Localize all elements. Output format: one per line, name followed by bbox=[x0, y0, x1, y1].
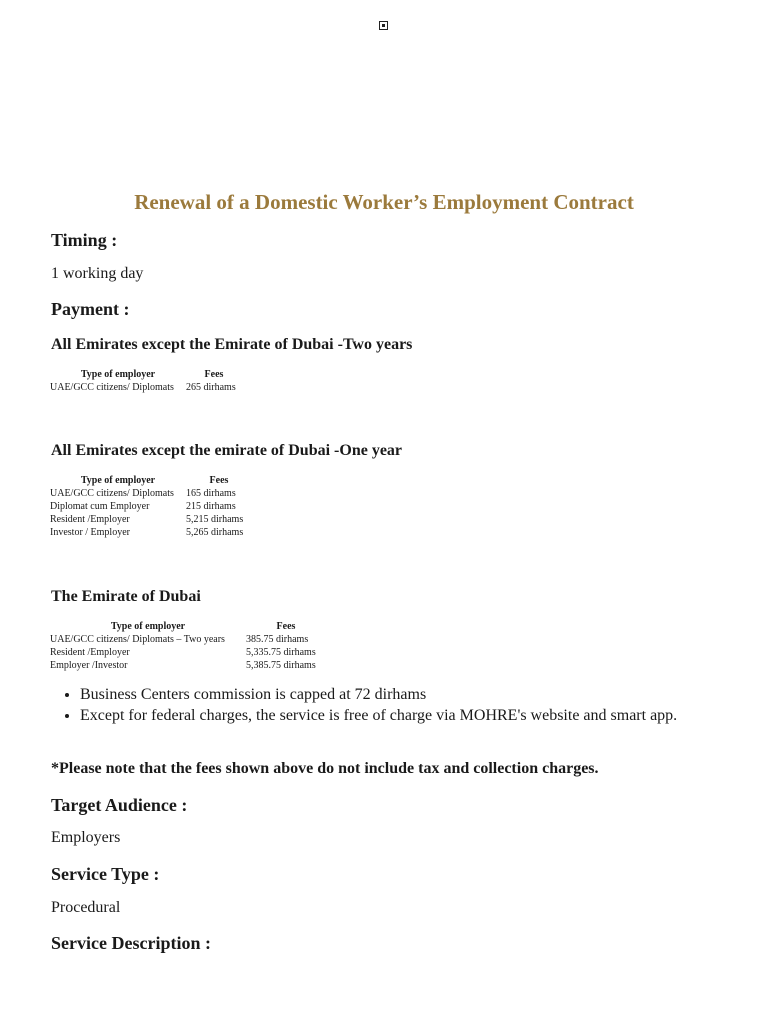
cell-fee: 215 dirhams bbox=[186, 501, 236, 512]
column-header: Fees bbox=[276, 621, 296, 632]
timing-label: Timing : bbox=[51, 230, 118, 250]
column-header: Type of employer bbox=[110, 621, 186, 632]
cell-employer-type: Resident /Employer bbox=[50, 514, 130, 525]
table-row bbox=[50, 526, 252, 539]
cell-fee: 5,265 dirhams bbox=[186, 527, 244, 538]
fees-note: *Please note that the fees shown above do not include tax and collection charges. bbox=[51, 760, 599, 777]
cell-fee: 5,385.75 dirhams bbox=[246, 660, 316, 671]
table-row bbox=[50, 381, 242, 394]
table-heading: All Emirates except the Emirate of Dubai -Two years bbox=[51, 336, 413, 353]
cell-employer-type: UAE/GCC citizens/ Diplomats – Two years bbox=[50, 634, 225, 645]
fees-table bbox=[50, 474, 252, 539]
cell-employer-type: Diplomat cum Employer bbox=[50, 501, 150, 512]
service-type-value: Procedural bbox=[51, 899, 121, 916]
cell-fee: 165 dirhams bbox=[186, 488, 236, 499]
cell-fee: 265 dirhams bbox=[186, 382, 236, 393]
cell-employer-type: Investor / Employer bbox=[50, 527, 130, 538]
table-row bbox=[50, 659, 326, 672]
list-item: • Business Centers commission is capped at 72 dirhams bbox=[80, 684, 740, 705]
list-item: • Except for federal charges, the service is free of charge via MOHRE's website and smart app. bbox=[80, 705, 740, 726]
target-audience-label: Target Audience : bbox=[51, 795, 188, 815]
table-heading: All Emirates except the emirate of Dubai -One year bbox=[51, 442, 403, 459]
cell-employer-type: Employer /Investor bbox=[50, 660, 128, 671]
cell-fee: 5,215 dirhams bbox=[186, 514, 244, 525]
payment-label: Payment : bbox=[51, 299, 130, 319]
column-header: Type of employer bbox=[80, 475, 156, 486]
service-type-label: Service Type : bbox=[51, 864, 160, 884]
service-description-label: Service Description : bbox=[51, 933, 211, 953]
table-row bbox=[50, 487, 252, 500]
table-row bbox=[50, 646, 326, 659]
fees-table bbox=[50, 368, 242, 394]
column-header: Fees bbox=[204, 369, 224, 380]
cell-fee: 5,335.75 dirhams bbox=[246, 647, 316, 658]
image-placeholder-icon bbox=[379, 21, 388, 30]
fee-notes-list bbox=[62, 684, 740, 726]
fees-table bbox=[50, 620, 326, 672]
timing-value: 1 working day bbox=[51, 265, 144, 282]
table-heading: The Emirate of Dubai bbox=[51, 588, 201, 605]
cell-employer-type: UAE/GCC citizens/ Diplomats bbox=[50, 488, 174, 499]
column-header: Fees bbox=[209, 475, 229, 486]
table-row bbox=[50, 633, 326, 646]
cell-fee: 385.75 dirhams bbox=[246, 634, 309, 645]
target-audience-value: Employers bbox=[51, 829, 121, 846]
column-header: Type of employer bbox=[80, 369, 156, 380]
cell-employer-type: Resident /Employer bbox=[50, 647, 130, 658]
table-row bbox=[50, 500, 252, 513]
page-title: Renewal of a Domestic Worker’s Employment Contract bbox=[134, 190, 634, 214]
cell-employer-type: UAE/GCC citizens/ Diplomats bbox=[50, 382, 174, 393]
table-row bbox=[50, 513, 252, 526]
